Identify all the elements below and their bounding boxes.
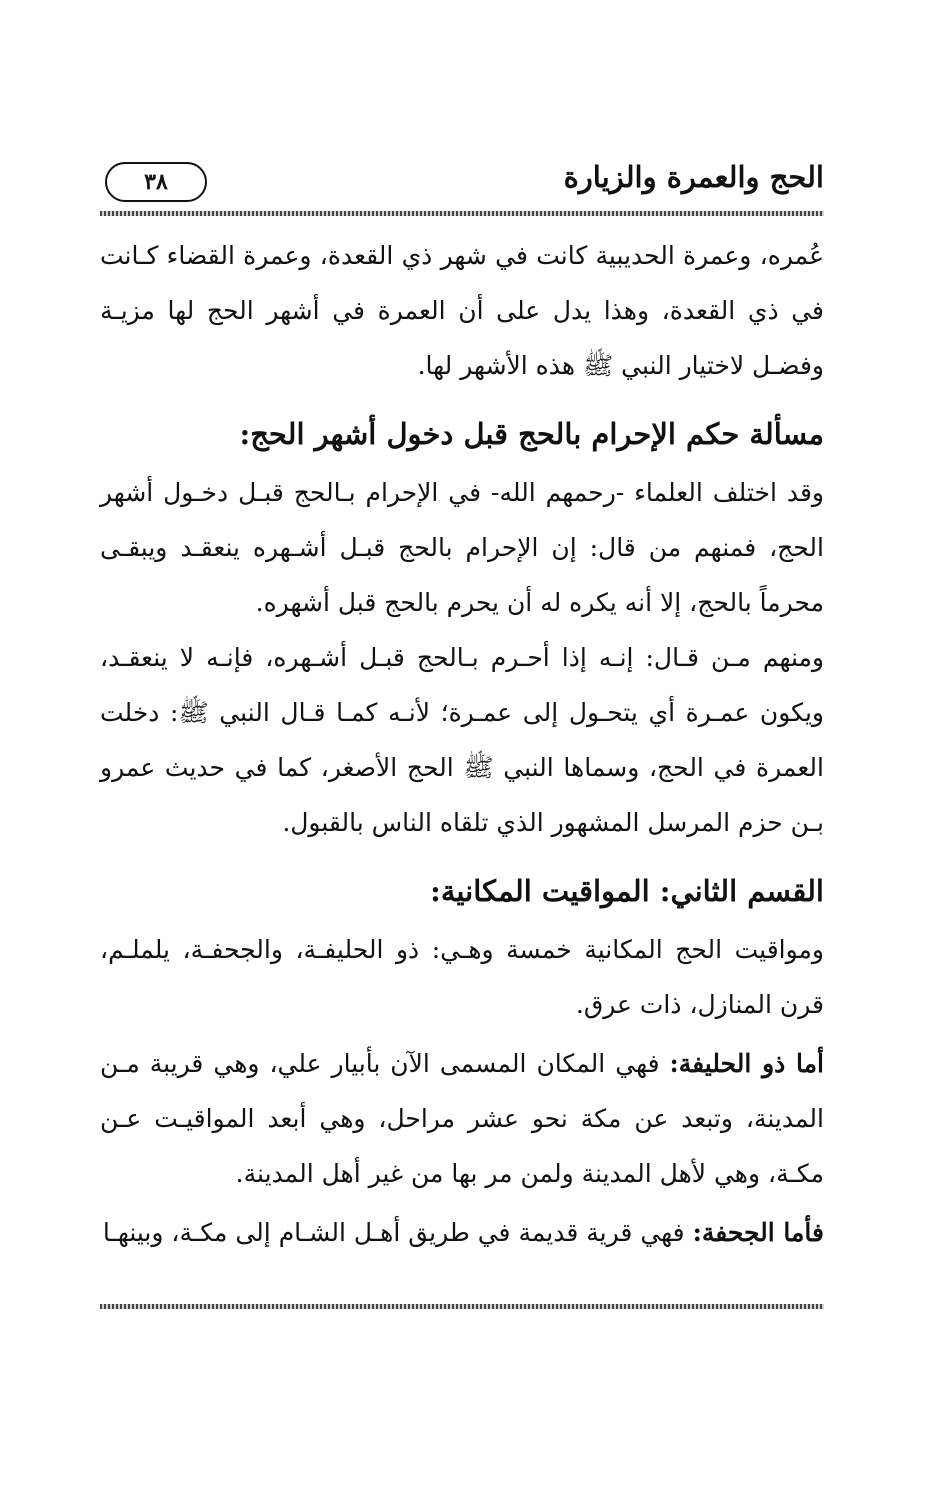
paragraph: ومنهم مـن قـال: إنـه إذا أحـرم بـالحج قبـل أشـهره، فإنـه لا ينعقـد، ويكون عمـرة أي يتحـول إلى عمـرة؛ لأنـه كمـا قـال النبي ﷺ: دخلت العمرة في الحج، وسماها النبي ﷺ الحج الأصغر، كما في حديث عمرو بـن حزم المرسل المشهور الذي تلقاه الناس بالقبول.: [100, 643, 824, 837]
paragraph: [100, 1205, 824, 1260]
footer-divider: [100, 1304, 824, 1309]
page-number: ٣٨: [105, 162, 207, 202]
paragraph-text: فهي المكان المسمى الآن بأبيار علي، وهي قريبة مـن المدينة، وتبعد عن مكة نحو عشر مراحل، وهي أبعد المواقيـت عـن مكـة، وهي لأهل المدينة ولمن مر بها من غير أهل المدينة.: [100, 1049, 824, 1188]
paragraph: ومواقيت الحج المكانية خمسة وهـي: ذو الحليفـة، والجحفـة، يلملـم، قرن المنازل، ذات عرق.: [100, 935, 824, 1019]
paragraph: عُمره، وعمرة الحديبية كانت في شهر ذي القعدة، وعمرة القضاء كـانت في ذي القعدة، وهذا يدل على أن العمرة في أشهر الحج لها مزيـة وفضـل لاختيار النبي ﷺ هذه الأشهر لها.: [100, 241, 824, 380]
book-title: الحج والعمرة والزيارة: [563, 160, 824, 194]
paragraph-lead: فأما الجحفة:: [692, 1218, 824, 1247]
page-body: [100, 228, 824, 1260]
paragraph: [100, 1036, 824, 1201]
header-divider: [100, 211, 824, 216]
section-heading: القسم الثاني: المواقيت المكانية:: [430, 874, 824, 908]
paragraph-text: فهي قرية قديمة في طريق أهـل الشـام إلى مكـة، وبينهـا: [102, 1218, 693, 1247]
section-heading: مسألة حكم الإحرام بالحج قبل دخول أشهر الحج:: [239, 417, 824, 451]
paragraph-lead: أما ذو الحليفة:: [669, 1049, 824, 1078]
paragraph: وقد اختلف العلماء -رحمهم الله- في الإحرام بـالحج قبـل دخـول أشهر الحج، فمنهم من قال: إن الإحرام بالحج قبـل أشـهره ينعقـد ويبقـى محرماً بالحج، إلا أنه يكره له أن يحرم بالحج قبل أشهره.: [100, 478, 824, 617]
